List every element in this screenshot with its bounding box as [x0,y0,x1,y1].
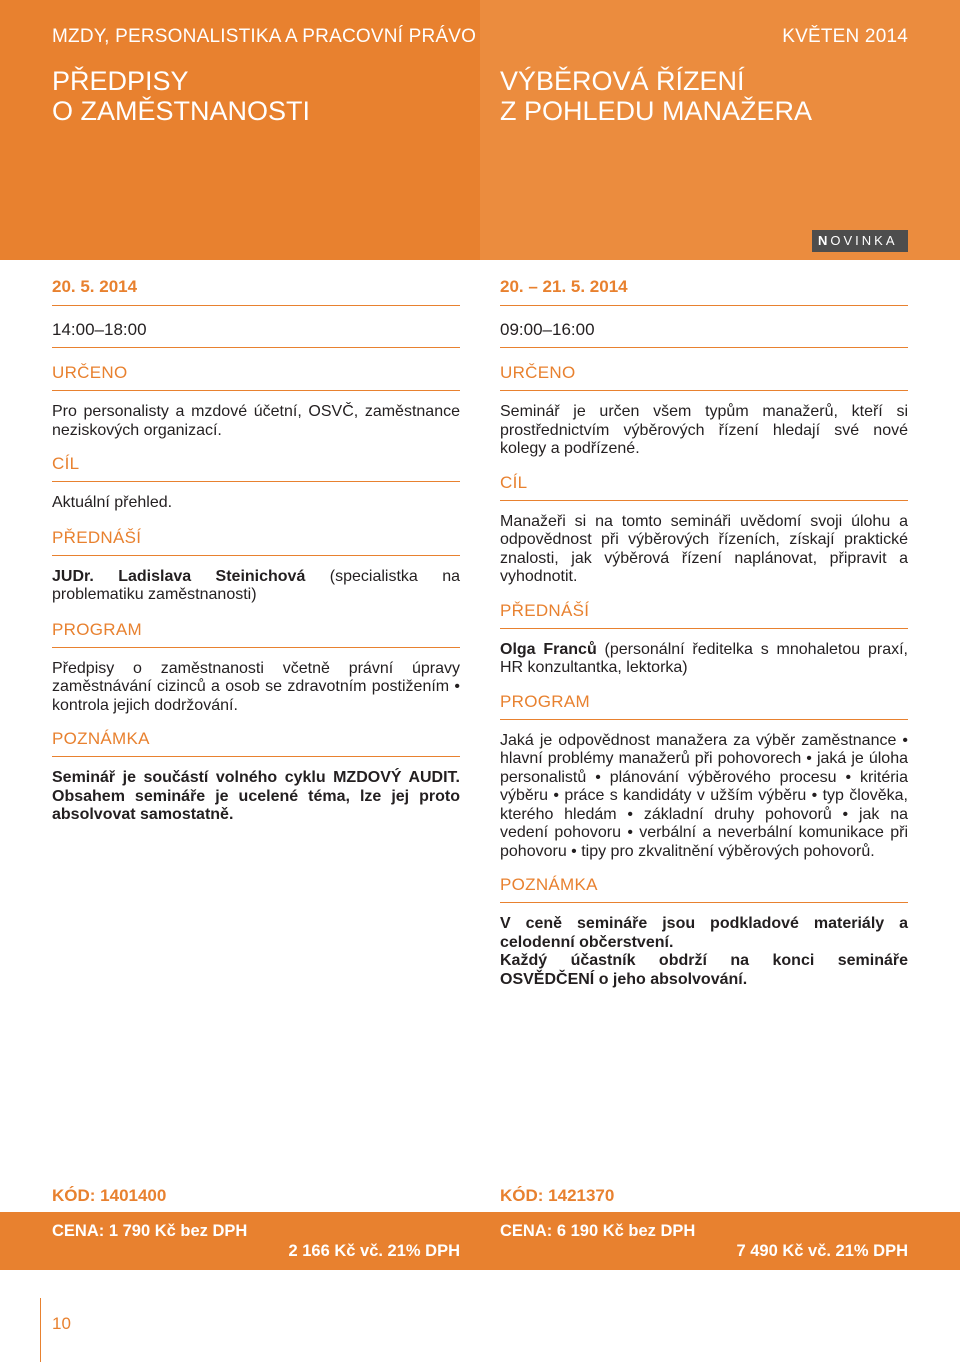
page-number: 10 [52,1314,71,1333]
issue-date: KVĚTEN 2014 [782,26,908,47]
new-badge: NOVINKA [812,230,908,252]
lecturer-name: Olga Franců [500,640,597,658]
urceno-text: Seminář je určen všem typům manažerů, kteří si prostřednictvím výběrových řízení hledají své nové kolegy a podřízené. [500,403,908,457]
price-without-vat: CENA: 1 790 Kč bez DPH [52,1222,248,1240]
price-block-1 [52,1212,460,1270]
program-text: Předpisy o zaměstnanosti včetně právní úpravy zaměstnávání cizinců a osob se zdravotním postižením • kontrola jejich dodržování. [52,659,460,714]
program-text: Jaká je odpovědnost manažera za výběr zaměstnance • hlavní problémy manažerů při pohovorech • jaká je úloha personalistů • plánování výběrového procesu • kritéria výběru • práce s kandidáty v užším výběru • typ člověka, kterého hledám • základní druhy pohovorů • jak na vedení pohovoru • verbální a neverbální komunikace při pohovoru • tipy pro zkvalitnění výběrových pohovorů. [500,731,908,860]
course-date: 20. – 21. 5. 2014 [500,277,628,296]
price-band [0,1212,960,1270]
section-title: MZDY, PERSONALISTIKA A PRACOVNÍ PRÁVO [52,26,477,47]
label-urceno: URČENO [52,363,128,382]
course-date: 20. 5. 2014 [52,277,138,296]
poznamka-text-1: V ceně semináře jsou podkladové materiály a celodenní občerstvení. [500,915,908,951]
label-program: PROGRAM [52,619,142,639]
course-column-2 [500,276,908,989]
price-block-2 [500,1212,908,1270]
lecturer-description: (personální ředitelka s mnohaletou praxí, HR konzultantka, lektorka) [500,640,908,676]
label-urceno: URČENO [500,363,576,382]
course-title-1: PŘEDPISY O ZAMĚSTNANOSTI [52,66,311,126]
label-cil: CÍL [52,454,80,473]
page-number-rule [40,1298,41,1362]
poznamka-text-2: Každý účastník obdrží na konci semináře OSVĚDČENÍ o jeho absolvování. [500,952,908,988]
course-time: 09:00–16:00 [500,320,595,339]
label-prednasi: PŘEDNÁŠÍ [500,600,590,620]
cil-text: Manažeři si na tomto semináři uvědomí svoji úlohu a odpovědnost při výběrových řízeních, získají praktické znalosti, jak výběrová řízení naplánovat, připravit a vyhodnotit. [500,512,908,585]
course-column-1 [52,276,460,825]
price-with-vat: 2 166 Kč vč. 21% DPH [288,1242,460,1260]
label-prednasi: PŘEDNÁŠÍ [52,527,142,547]
label-poznamka: POZNÁMKA [500,875,598,894]
urceno-text: Pro personalisty a mzdové účetní, OSVČ, zaměstnance neziskových organizací. [52,403,460,439]
cil-text: Aktuální přehled. [52,494,173,511]
lecturer [52,568,460,605]
label-poznamka: POZNÁMKA [52,729,150,748]
course-time: 14:00–18:00 [52,320,147,339]
lecturer [500,641,908,678]
label-cil: CÍL [500,472,528,492]
course-code-1: KÓD: 1401400 [52,1186,167,1205]
lecturer-name: JUDr. Ladislava Steinichová [52,567,306,585]
poznamka-text: Seminář je součástí volného cyklu MZDOVÝ AUDIT. Obsahem semináře je ucelené téma, lze jej proto absolvovat samostatně. [52,769,460,823]
label-program: PROGRAM [500,691,590,711]
course-title-2: VÝBĚROVÁ ŘÍZENÍ Z POHLEDU MANAŽERA [500,66,813,126]
price-without-vat: CENA: 6 190 Kč bez DPH [500,1222,696,1240]
price-with-vat: 7 490 Kč vč. 21% DPH [736,1242,908,1260]
course-code-2: KÓD: 1421370 [500,1186,615,1205]
lecturer-description: (specialistka na problematiku zaměstnanosti) [52,567,461,603]
